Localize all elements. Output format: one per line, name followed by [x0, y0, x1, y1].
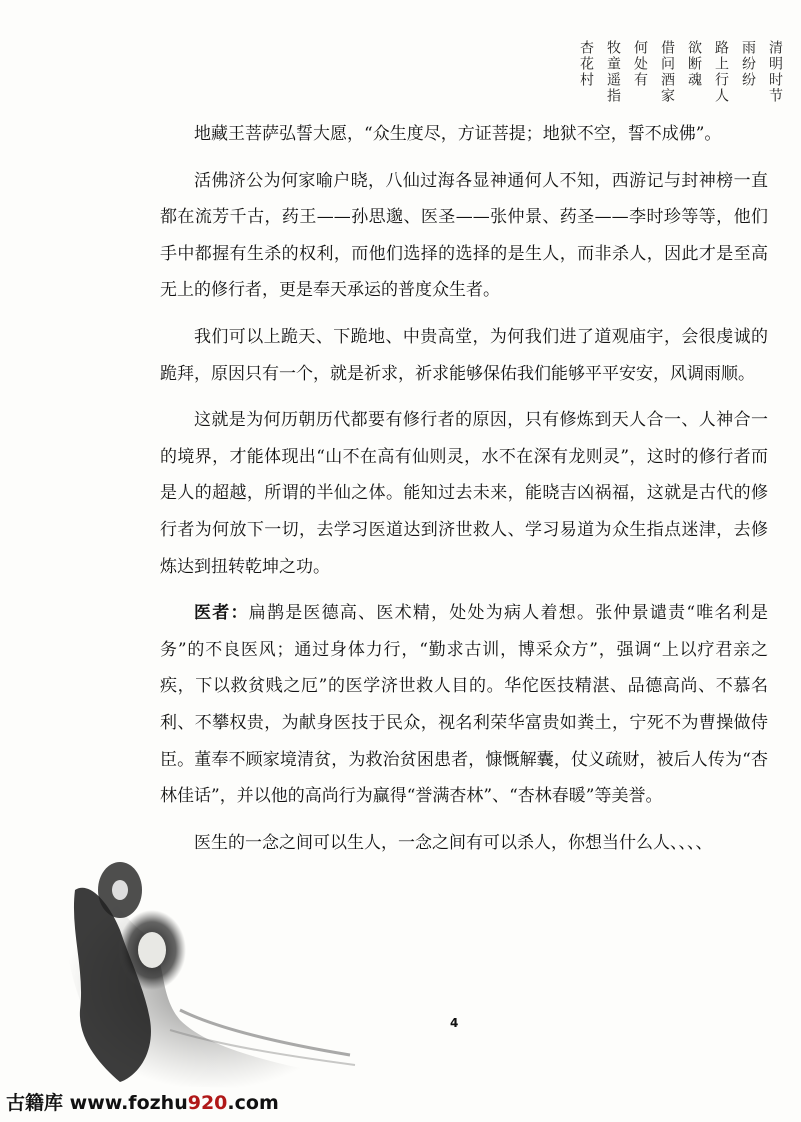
poem-column: 路上行人 [713, 40, 729, 104]
poem-column: 欲断魂 [686, 40, 702, 88]
paragraph-text: 我们可以上跪天、下跪地、中贵高堂，为何我们进了道观庙宇，会很虔诚的跪拜，原因只有一个，就是祈求，祈求能够保佑我们能够平平安安，风调雨顺。 [160, 326, 768, 384]
poem-column: 借问酒家 [659, 40, 675, 104]
body-text [160, 116, 768, 871]
watermark-url-number: 920 [187, 1092, 228, 1114]
poem-column: 雨纷纷 [740, 40, 756, 88]
paragraph [160, 319, 768, 392]
paragraph-text: 医生的一念之间可以生人，一念之间有可以杀人，你想当什么人、、、、 [194, 832, 713, 853]
poem-column: 牧童遥指 [605, 40, 621, 104]
watermark-url-suffix: .com [227, 1092, 279, 1114]
page-number: 4 [450, 1016, 459, 1030]
ink-painting-decoration [60, 850, 360, 1090]
paragraph-lead: 医者： [194, 603, 249, 624]
site-watermark [6, 1088, 279, 1115]
vertical-poem [577, 40, 783, 104]
paragraph-text: 这就是为何历朝历代都要有修行者的原因，只有修炼到天人合一、人神合一的境界，才能体现出“山不在高有仙则灵，水不在深有龙则灵”，这时的修行者而是人的超越，所谓的半仙之体。能知过去未来，能晓吉凶祸福，这就是古代的修行者为何放下一切，去学习医道达到济世救人、学习易道为众生指点迷津，去修炼达到扭转乾坤之功。 [160, 410, 768, 577]
paragraph [160, 163, 768, 309]
paragraph-text: 扁鹊是医德高、医术精，处处为病人着想。张仲景谴责“唯名利是务”的不良医风；通过身体力行，“勤求古训，博采众方”，强调“上以疗君亲之疾，下以救贫贱之厄”的医学济世救人目的。华佗医技精湛、品德高尚、不慕名利、不攀权贵，为献身医技于民众，视名利荣华富贵如粪土，宁死不为曹操做侍臣。董奉不顾家境清贫，为救治贫困患者，慷慨解囊，仗义疏财，被后人传为“杏林佳话”，并以他的高尚行为赢得“誉满杏林”、“杏林春暖”等美誉。 [160, 603, 768, 807]
watermark-site-name: 古籍库 [6, 1092, 64, 1114]
paragraph [160, 116, 768, 153]
paragraph-text: 活佛济公为何家喻户晓，八仙过海各显神通何人不知，西游记与封神榜一直都在流芳千古，药王——孙思邈、医圣——张仲景、药圣——李时珍等等，他们手中都握有生杀的权利，而他们选择的选择的是生人，而非杀人，因此才是至高无上的修行者，更是奉天承运的普度众生者。 [160, 170, 768, 301]
paragraph [160, 402, 768, 585]
paragraph [160, 595, 768, 815]
watermark-url-prefix: www.fozhu [69, 1092, 188, 1114]
poem-column: 杏花村 [578, 40, 594, 88]
paragraph-text: 地藏王菩萨弘誓大愿，“众生度尽，方证菩提；地狱不空，誓不成佛”。 [194, 124, 722, 144]
poem-column: 清明时节 [767, 40, 783, 104]
poem-column: 何处有 [632, 40, 648, 88]
